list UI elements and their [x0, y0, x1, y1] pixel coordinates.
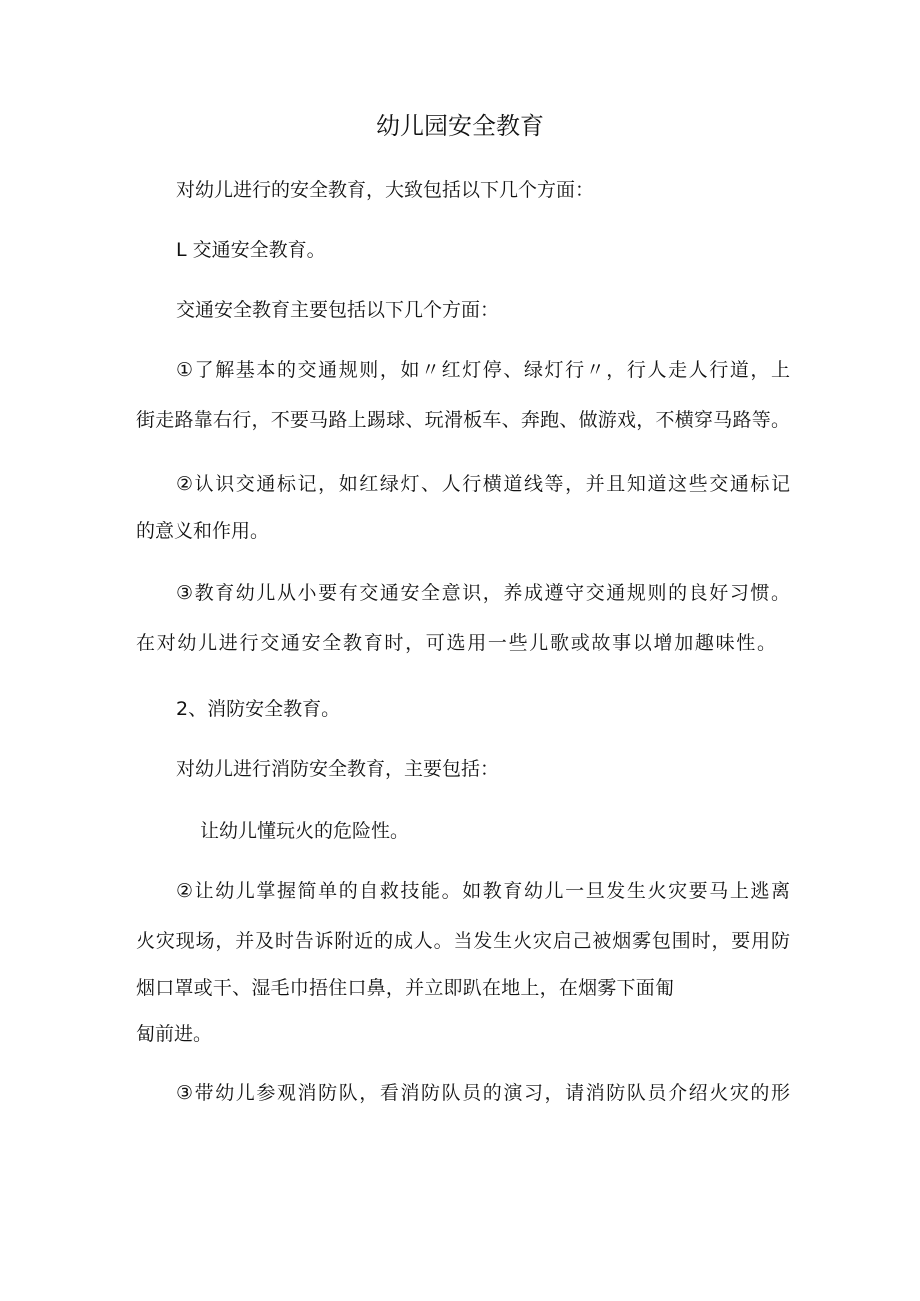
- paragraph-line: 在对幼儿进行交通安全教育时，可选用一些儿歌或故事以增加趣味性。: [136, 632, 776, 654]
- paragraph-line: 交通安全教育主要包括以下几个方面：: [176, 299, 500, 321]
- paragraph-line: ②让幼儿掌握简单的自救技能。如教育幼儿一旦发生火灾要马上逃离: [176, 880, 790, 902]
- section-heading: 2、消防安全教育。: [176, 698, 341, 720]
- section-heading: L 交通安全教育。: [176, 239, 326, 261]
- paragraph-line: 的意义和作用。: [136, 520, 270, 542]
- paragraph-line: 对幼儿进行消防安全教育，主要包括：: [176, 758, 500, 780]
- paragraph-line: ②认识交通标记，如红绿灯、人行横道线等，并且知道这些交通标记: [176, 473, 790, 495]
- paragraph-line: ③教育幼儿从小要有交通安全意识，养成遵守交通规则的良好习惯。: [176, 582, 790, 604]
- paragraph-line: 让幼儿懂玩火的危险性。: [200, 820, 410, 842]
- document-title: 幼儿园安全教育: [376, 112, 544, 140]
- paragraph-line: 对幼儿进行的安全教育，大致包括以下几个方面：: [176, 179, 595, 201]
- paragraph-line: 匐前进。: [136, 1023, 213, 1045]
- paragraph-line: 街走路靠右行，不要马路上踢球、玩滑板车、奔跑、做游戏，不横穿马路等。: [136, 409, 790, 431]
- paragraph-line: ③带幼儿参观消防队，看消防队员的演习，请消防队员介绍火灾的形: [176, 1082, 790, 1104]
- paragraph-line: 火灾现场，并及时告诉附近的成人。当发生火灾启己被烟雾包围时，要用防: [136, 930, 790, 952]
- paragraph-line: ①了解基本的交通规则，如〃红灯停、绿灯行〃，行人走人行道，上: [176, 359, 790, 381]
- paragraph-line: 烟口罩或干、湿毛巾捂住口鼻，并立即趴在地上，在烟雾下面匍: [136, 977, 674, 999]
